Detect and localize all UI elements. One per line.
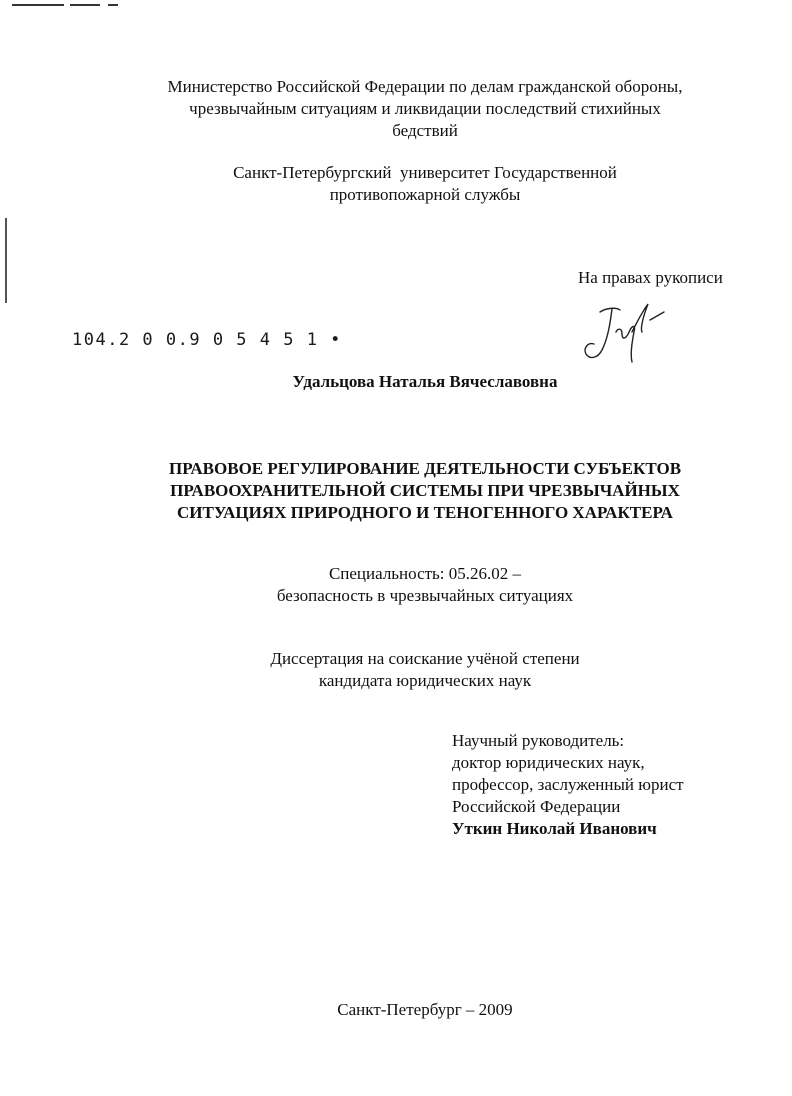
title-line-3: СИТУАЦИЯХ ПРИРОДНОГО И ТЕНОГЕННОГО ХАРАКТЕРА [177,503,673,522]
advisor-degree: доктор юридических наук, [452,753,645,772]
ministry-line-3: бедствий [392,121,458,140]
city-year: Санкт-Петербург – 2009 [337,1000,513,1019]
advisor-name: Уткин Николай Иванович [452,819,657,838]
university-line-2: противопожарной службы [329,185,521,204]
degree-line-1: Диссертация на соискание учёной степени [270,649,580,668]
university-heading [80,162,770,206]
degree-line-2: кандидата юридических наук [318,671,532,690]
title-line-1: ПРАВОВОЕ РЕГУЛИРОВАНИЕ ДЕЯТЕЛЬНОСТИ СУБЪЕКТОВ [168,459,682,478]
handwritten-signature [572,298,672,368]
ministry-line-1: Министерство Российской Федерации по делам гражданской обороны, [167,77,683,96]
specialty-line-2: безопасность в чрезвычайных ситуациях [276,586,574,605]
ministry-heading [80,76,770,142]
advisor-title-2: Российской Федерации [452,797,621,816]
scan-mark-top [12,4,122,6]
advisor-label: Научный руководитель: [452,731,625,750]
specialty-block [80,563,770,607]
specialty-line-1: Специальность: 05.26.02 – [328,564,522,583]
scan-mark-left [5,218,7,303]
dissertation-degree [80,648,770,692]
university-line-1: Санкт-Петербургский университет Государственной [233,163,617,182]
advisor-title: профессор, заслуженный юрист [452,775,684,794]
advisor-block [452,730,684,840]
manuscript-note: На правах рукописи [578,268,723,287]
archive-stamp: 104.2 0 0.9 0 5 4 5 1 • [72,330,342,350]
ministry-line-2: чрезвычайным ситуациям и ликвидации последствий стихийных [189,99,661,118]
author-name: Удальцова Наталья Вячеславовна [292,372,558,391]
dissertation-title [80,458,770,524]
title-line-2: ПРАВООХРАНИТЕЛЬНОЙ СИСТЕМЫ ПРИ ЧРЕЗВЫЧАЙНЫХ [170,481,680,500]
